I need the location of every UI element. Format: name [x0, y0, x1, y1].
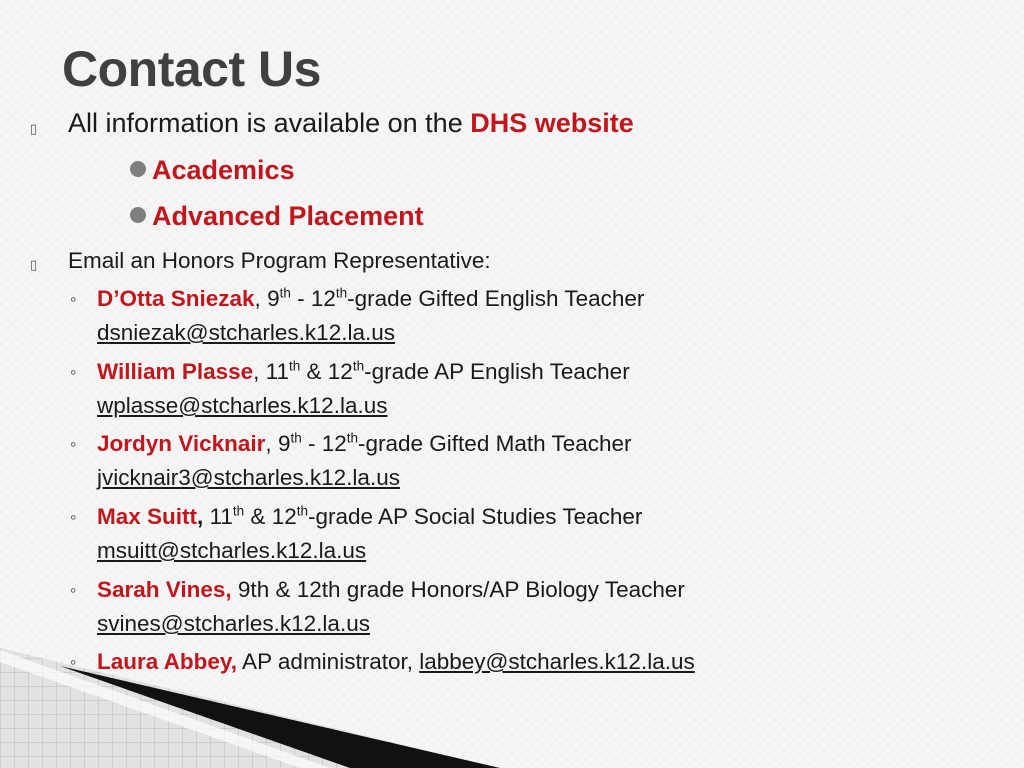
page-title: Contact Us: [62, 41, 321, 97]
email-link-sniezak[interactable]: dsniezak@stcharles.k12.la.us: [97, 320, 395, 345]
contact-name: William Plasse: [97, 359, 254, 384]
circle-bullet-icon: ◦: [70, 362, 77, 382]
email-link-vicknair[interactable]: jvicknair3@stcharles.k12.la.us: [97, 465, 400, 490]
contact-sniezak: D’Otta Sniezak, 9th - 12th-grade Gifted English Teacher: [97, 285, 645, 311]
square-bullet-icon: ▯: [30, 121, 38, 136]
circle-bullet-icon: ◦: [70, 652, 77, 672]
contact-suitt: Max Suitt, 11th & 12th-grade AP Social Studies Teacher: [97, 503, 643, 529]
circle-bullet-icon: ◦: [70, 580, 77, 600]
contact-name: Laura Abbey,: [97, 649, 238, 674]
square-bullet-icon: ▯: [30, 257, 38, 272]
contact-name: Max Suitt: [97, 504, 198, 529]
email-link-plasse[interactable]: wplasse@stcharles.k12.la.us: [97, 393, 388, 418]
email-link-abbey[interactable]: labbey@stcharles.k12.la.us: [419, 649, 695, 674]
contact-vicknair: Jordyn Vicknair, 9th - 12th-grade Gifted Math Teacher: [97, 430, 632, 456]
contact-name: D’Otta Sniezak: [97, 286, 255, 311]
dot-bullet-icon: [130, 207, 146, 223]
email-heading: Email an Honors Program Representative:: [68, 248, 491, 273]
academics-item[interactable]: [130, 155, 295, 186]
circle-bullet-icon: ◦: [70, 289, 77, 309]
dot-bullet-icon: [130, 161, 146, 177]
intro-text: All information is available on the: [68, 108, 471, 138]
contact-name: Sarah Vines,: [97, 577, 232, 602]
intro-line: [68, 108, 634, 139]
advanced-placement-item[interactable]: [130, 201, 424, 232]
contact-plasse: William Plasse, 11th & 12th-grade AP English Teacher: [97, 358, 630, 384]
dhs-website-link[interactable]: DHS website: [470, 108, 634, 138]
contact-abbey: Laura Abbey, AP administrator, labbey@stcharles.k12.la.us: [97, 649, 695, 674]
email-link-vines[interactable]: svines@stcharles.k12.la.us: [97, 611, 370, 636]
contact-vines: Sarah Vines, 9th & 12th grade Honors/AP Biology Teacher: [97, 577, 685, 602]
circle-bullet-icon: ◦: [70, 507, 77, 527]
email-link-suitt[interactable]: msuitt@stcharles.k12.la.us: [97, 538, 367, 563]
academics-link[interactable]: Academics: [152, 155, 295, 185]
advanced-placement-link[interactable]: Advanced Placement: [152, 201, 424, 231]
contact-name: Jordyn Vicknair: [97, 431, 266, 456]
circle-bullet-icon: ◦: [70, 434, 77, 454]
